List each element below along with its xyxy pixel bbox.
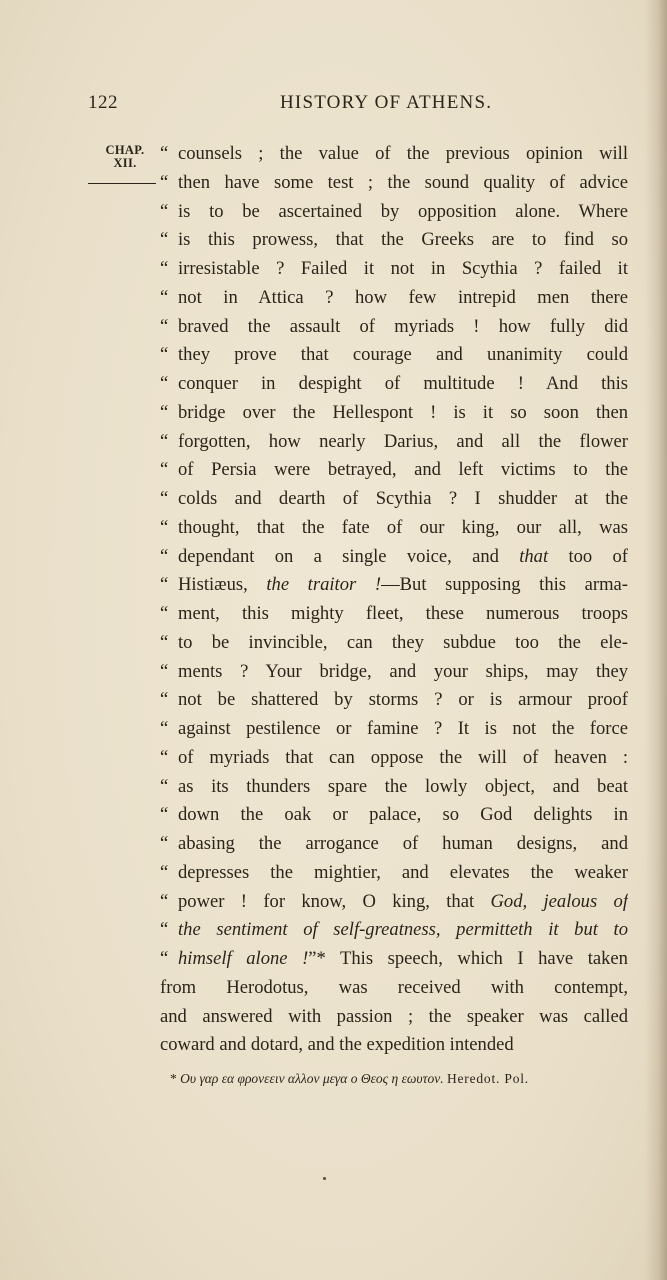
text-line-content: from Herodotus, was received with contempt, (160, 976, 628, 998)
text-line-content: the sentiment of self-greatness, permitteth it but to (178, 919, 628, 941)
text-line-content: of Persia were betrayed, and left victims to the (178, 459, 628, 481)
text-line (160, 830, 628, 859)
text-line (160, 543, 628, 572)
text-line (160, 399, 628, 428)
quote-mark: “ (160, 603, 169, 624)
text-line-content: down the oak or palace, so God delights in (178, 804, 628, 826)
footnote-marker: * (170, 1071, 177, 1086)
quote-mark: “ (160, 746, 169, 768)
text-line-content: ments ? Your bridge, and your ships, may they (178, 660, 628, 682)
chapter-rule (88, 183, 156, 184)
text-line (160, 370, 628, 399)
text-line (160, 456, 628, 485)
chapter-marginal-note (96, 144, 154, 170)
text-line (160, 514, 628, 543)
text-line (160, 801, 628, 830)
running-title: HISTORY OF ATHENS. (280, 92, 493, 113)
quote-mark: “ (160, 171, 169, 193)
text-line (160, 1031, 628, 1060)
quote-mark: “ (160, 718, 169, 739)
text-line-content: counsels ; the value of the previous opinion will (178, 143, 628, 164)
text-line-content: braved the assault of myriads ! how fully did (178, 315, 628, 337)
ink-speck (323, 1177, 326, 1180)
footnote-greek-quote: Ου γαρ εα φρονεειν αλλον μεγα ο Θεος η εωυτον. (180, 1071, 444, 1086)
quote-mark: “ (160, 631, 169, 653)
text-line (160, 600, 628, 629)
page-number: 122 (88, 92, 118, 113)
text-line-content: then have some test ; the sound quality of advice (178, 171, 628, 193)
text-line-content: to be invincible, can they subdue too the ele- (178, 631, 628, 653)
running-head (88, 92, 528, 120)
text-line (160, 313, 628, 342)
chapter-label: CHAP. (105, 143, 145, 157)
quote-mark: “ (160, 689, 169, 711)
text-line (160, 284, 628, 313)
text-line-content: as its thunders spare the lowly object, and beat (178, 775, 628, 797)
quote-mark: “ (160, 574, 169, 596)
text-line (160, 198, 628, 227)
quote-mark: “ (160, 229, 169, 251)
text-line-content: bridge over the Hellespont ! is it so soon then (178, 401, 628, 423)
text-line (160, 686, 628, 715)
text-line (160, 169, 628, 198)
text-line (160, 226, 628, 255)
quote-mark: “ (160, 861, 169, 883)
chapter-number: XII. (113, 156, 137, 170)
text-line-content: abasing the arrogance of human designs, and (178, 833, 628, 854)
text-line-content: is to be ascertained by opposition alone. Where (178, 200, 628, 222)
text-line-content: coward and dotard, and the expedition intended (160, 1034, 514, 1056)
text-line (160, 916, 628, 945)
quote-mark: “ (160, 286, 169, 308)
text-line-content: and answered with passion ; the speaker was called (160, 1005, 628, 1027)
quote-mark: “ (160, 516, 169, 538)
quote-mark: “ (160, 401, 169, 423)
text-line-content: himself alone !”* This speech, which I have taken (178, 948, 628, 969)
text-line-content: they prove that courage and unanimity could (178, 344, 628, 366)
text-line (160, 341, 628, 370)
text-line-content: thought, that the fate of our king, our all, was (178, 516, 628, 538)
text-line (160, 744, 628, 773)
text-line (160, 945, 628, 974)
quote-mark: “ (160, 315, 169, 337)
text-line-content: ment, this mighty fleet, these numerous troops (178, 603, 628, 624)
text-line-content: conquer in despight of multitude ! And this (178, 373, 628, 394)
text-line-content: forgotten, how nearly Darius, and all the flower (178, 430, 628, 452)
text-line (160, 255, 628, 284)
text-line (160, 888, 628, 917)
text-line (160, 974, 628, 1003)
quote-mark: “ (160, 775, 169, 797)
text-line-content: power ! for know, O king, that God, jealous of (178, 890, 628, 912)
text-line-content: not in Attica ? how few intrepid men there (178, 286, 628, 308)
text-line (160, 485, 628, 514)
text-line (160, 140, 628, 169)
text-line-content: dependant on a single voice, and that too of (178, 545, 628, 567)
quote-mark: “ (160, 430, 169, 452)
quote-mark: “ (160, 833, 169, 854)
text-line-content: depresses the mightier, and elevates the weaker (178, 861, 628, 883)
quote-mark: “ (160, 344, 169, 366)
text-line (160, 428, 628, 457)
text-line (160, 859, 628, 888)
text-line-content: colds and dearth of Scythia ? I shudder at the (178, 488, 628, 509)
text-line-content: against pestilence or famine ? It is not the force (178, 718, 628, 739)
quote-mark: “ (160, 545, 169, 567)
quote-mark: “ (160, 890, 169, 912)
quote-mark: “ (160, 660, 169, 682)
quote-mark: “ (160, 488, 169, 509)
quote-mark: “ (160, 919, 169, 941)
quote-mark: “ (160, 373, 169, 394)
quote-mark: “ (160, 459, 169, 481)
text-line-content: irresistable ? Failed it not in Scythia ? failed it (178, 258, 628, 279)
text-line (160, 715, 628, 744)
text-line (160, 1003, 628, 1032)
footnote-source: Heredot. Pol. (446, 1071, 529, 1086)
text-line (160, 629, 628, 658)
text-line (160, 658, 628, 687)
quote-mark: “ (160, 200, 169, 222)
text-line-content: Histiæus, the traitor !—But supposing this arma- (178, 574, 628, 596)
text-line-content: not be shattered by storms ? or is armour proof (178, 689, 628, 711)
quote-mark: “ (160, 258, 169, 279)
footnote (170, 1070, 620, 1088)
quote-mark: “ (160, 804, 169, 826)
page-gutter-shadow (645, 0, 667, 1280)
quote-mark: “ (160, 948, 169, 969)
quote-mark: “ (160, 143, 169, 164)
body-text (160, 140, 628, 1060)
text-line-content: of myriads that can oppose the will of heaven : (178, 746, 628, 768)
text-line (160, 773, 628, 802)
text-line-content: is this prowess, that the Greeks are to find so (178, 229, 628, 251)
text-line (160, 571, 628, 600)
